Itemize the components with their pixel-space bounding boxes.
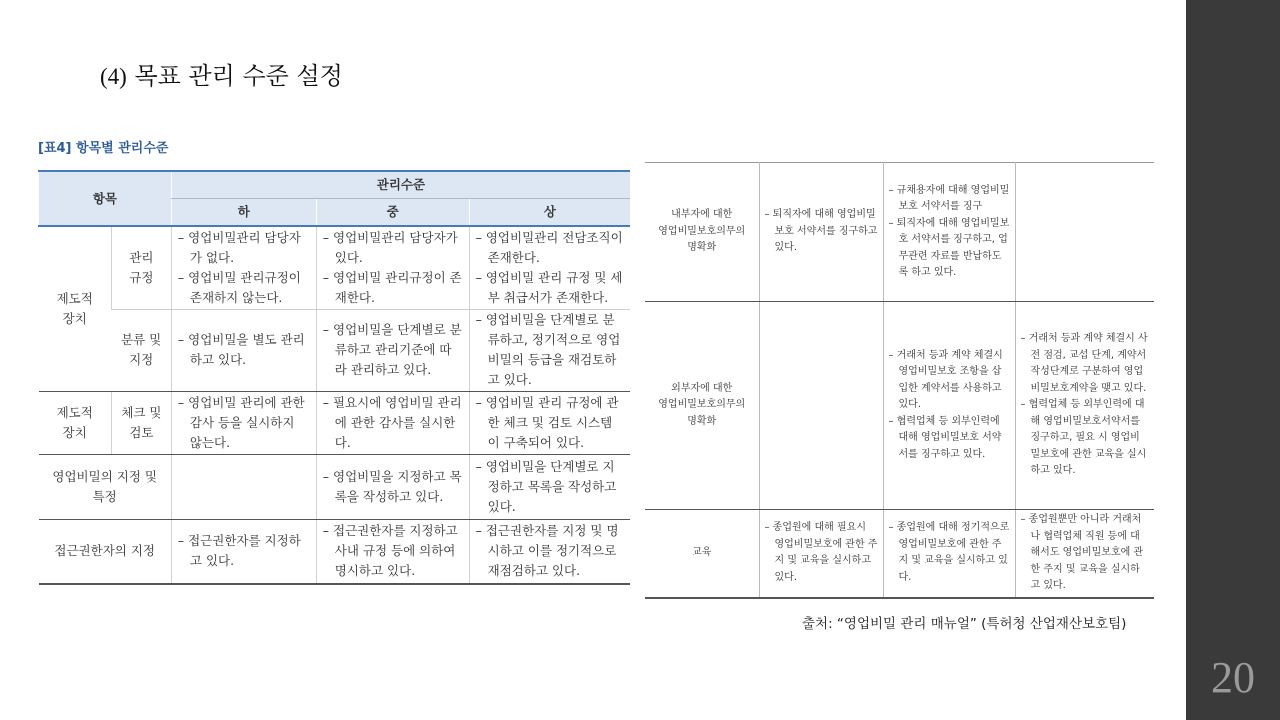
cell-mid: – 종업원에 대해 정기적으로 영업비밀보호에 관한 주지 및 교육을 실시하고 있다. xyxy=(883,510,1015,598)
table-row xyxy=(645,510,1154,598)
cell-mid: – 영업비밀을 단계별로 분류하고 관리기준에 따라 관리하고 있다. xyxy=(316,309,469,391)
management-level-table-left xyxy=(38,170,630,585)
table-row xyxy=(645,163,1154,302)
row-subcategory: 관리 규정 xyxy=(111,226,171,309)
cell-high: – 영업비밀 관리 규정에 관한 체크 및 검토 시스템이 구축되어 있다. xyxy=(469,391,630,454)
header-mid: 중 xyxy=(316,199,469,227)
cell-low: – 퇴직자에 대해 영업비밀보호 서약서를 징구하고 있다. xyxy=(759,163,883,302)
table-row xyxy=(645,302,1154,510)
cell-mid: – 영업비밀관리 담당자가 있다. – 영업비밀 관리규정이 존재한다. xyxy=(316,226,469,309)
title-text: 목표 관리 수준 설정 xyxy=(134,62,343,90)
cell-high: – 종업원뿐만 아니라 거래처나 협력업체 직원 등에 대해서도 영업비밀보호에 관한 주지 및 교육을 실시하고 있다. xyxy=(1015,510,1154,598)
cell-low: – 영업비밀 관리에 관한 감사 등을 실시하지 않는다. xyxy=(171,391,316,454)
table-row xyxy=(39,454,631,519)
cell-low: – 종업원에 대해 필요시 영업비밀보호에 관한 주지 및 교육을 실시하고 있다. xyxy=(759,510,883,598)
row-subcategory: 체크 및 검토 xyxy=(111,391,171,454)
page-number: 20 xyxy=(1211,653,1255,702)
cell-mid: – 규채용자에 대해 영업비밀보호 서약서를 징구 – 퇴직자에 대해 영업비밀보호 서약서를 징구하고, 업무관련 자료를 반납하도록 하고 있다. xyxy=(883,163,1015,302)
row-subcategory: 분류 및 지정 xyxy=(111,309,171,391)
cell-low: – 영업비밀관리 담당자가 없다. – 영업비밀 관리규정이 존재하지 않는다. xyxy=(171,226,316,309)
side-bar xyxy=(1186,0,1280,720)
cell-low xyxy=(171,454,316,519)
header-item: 항목 xyxy=(39,171,172,226)
row-category: 제도적 장치 xyxy=(39,226,112,391)
cell-high: – 영업비밀관리 전담조직이 존재한다. – 영업비밀 관리 규정 및 세부 취급서가 존재한다. xyxy=(469,226,630,309)
cell-high: – 영업비밀을 단계별로 지정하고 목록을 작성하고 있다. xyxy=(469,454,630,519)
cell-low: – 접근권한자를 지정하고 있다. xyxy=(171,519,316,584)
row-category: 제도적 장치 xyxy=(39,391,112,454)
table-row xyxy=(39,391,631,454)
header-low: 하 xyxy=(171,199,316,227)
table-row xyxy=(39,519,631,584)
source-citation: 출처: “영업비밀 관리 매뉴얼” (특허청 산업재산보호팀) xyxy=(802,616,1127,632)
row-category: 내부자에 대한 영업비밀보호의무의 명확화 xyxy=(645,163,759,302)
cell-high: – 거래처 등과 계약 체결시 사전 점검, 교섭 단계, 계약서 작성단계로 구분하여 영업비밀보호계약을 맺고 있다. – 협력업체 등 외부인력에 대해 영업비밀보호서약서를 징구하고, 필요 시 영업비밀보호에 관한 교육을 실시하고 있다. xyxy=(1015,302,1154,510)
cell-high xyxy=(1015,163,1154,302)
header-level: 관리수준 xyxy=(171,171,630,199)
cell-low xyxy=(759,302,883,510)
row-category: 교육 xyxy=(645,510,759,598)
cell-low: – 영업비밀을 별도 관리하고 있다. xyxy=(171,309,316,391)
cell-mid: – 거래처 등과 계약 체결시 영업비밀보호 조항을 삽입한 계약서를 사용하고 있다. – 협력업체 등 외부인력에 대해 영업비밀보호 서약서를 징구하고 있다. xyxy=(883,302,1015,510)
cell-high: – 접근권한자를 지정 및 명시하고 이를 정기적으로 재점검하고 있다. xyxy=(469,519,630,584)
title-number: (4) xyxy=(100,64,127,89)
cell-mid: – 필요시에 영업비밀 관리에 관한 감사를 실시한다. xyxy=(316,391,469,454)
table-row xyxy=(39,309,631,391)
table-caption: [표4] 항목별 관리수준 xyxy=(38,141,169,156)
row-category: 접근권한자의 지정 xyxy=(39,519,172,584)
cell-mid: – 영업비밀을 지정하고 목록을 작성하고 있다. xyxy=(316,454,469,519)
management-level-table-right xyxy=(645,162,1154,599)
cell-high: – 영업비밀을 단계별로 분류하고, 정기적으로 영업비밀의 등급을 재검토하고 있다. xyxy=(469,309,630,391)
header-high: 상 xyxy=(469,199,630,227)
table-row xyxy=(39,226,631,309)
slide-title xyxy=(100,56,343,91)
row-category: 외부자에 대한 영업비밀보호의무의 명확화 xyxy=(645,302,759,510)
row-category: 영업비밀의 지정 및 특정 xyxy=(39,454,172,519)
cell-mid: – 접근권한자를 지정하고 사내 규정 등에 의하여 명시하고 있다. xyxy=(316,519,469,584)
